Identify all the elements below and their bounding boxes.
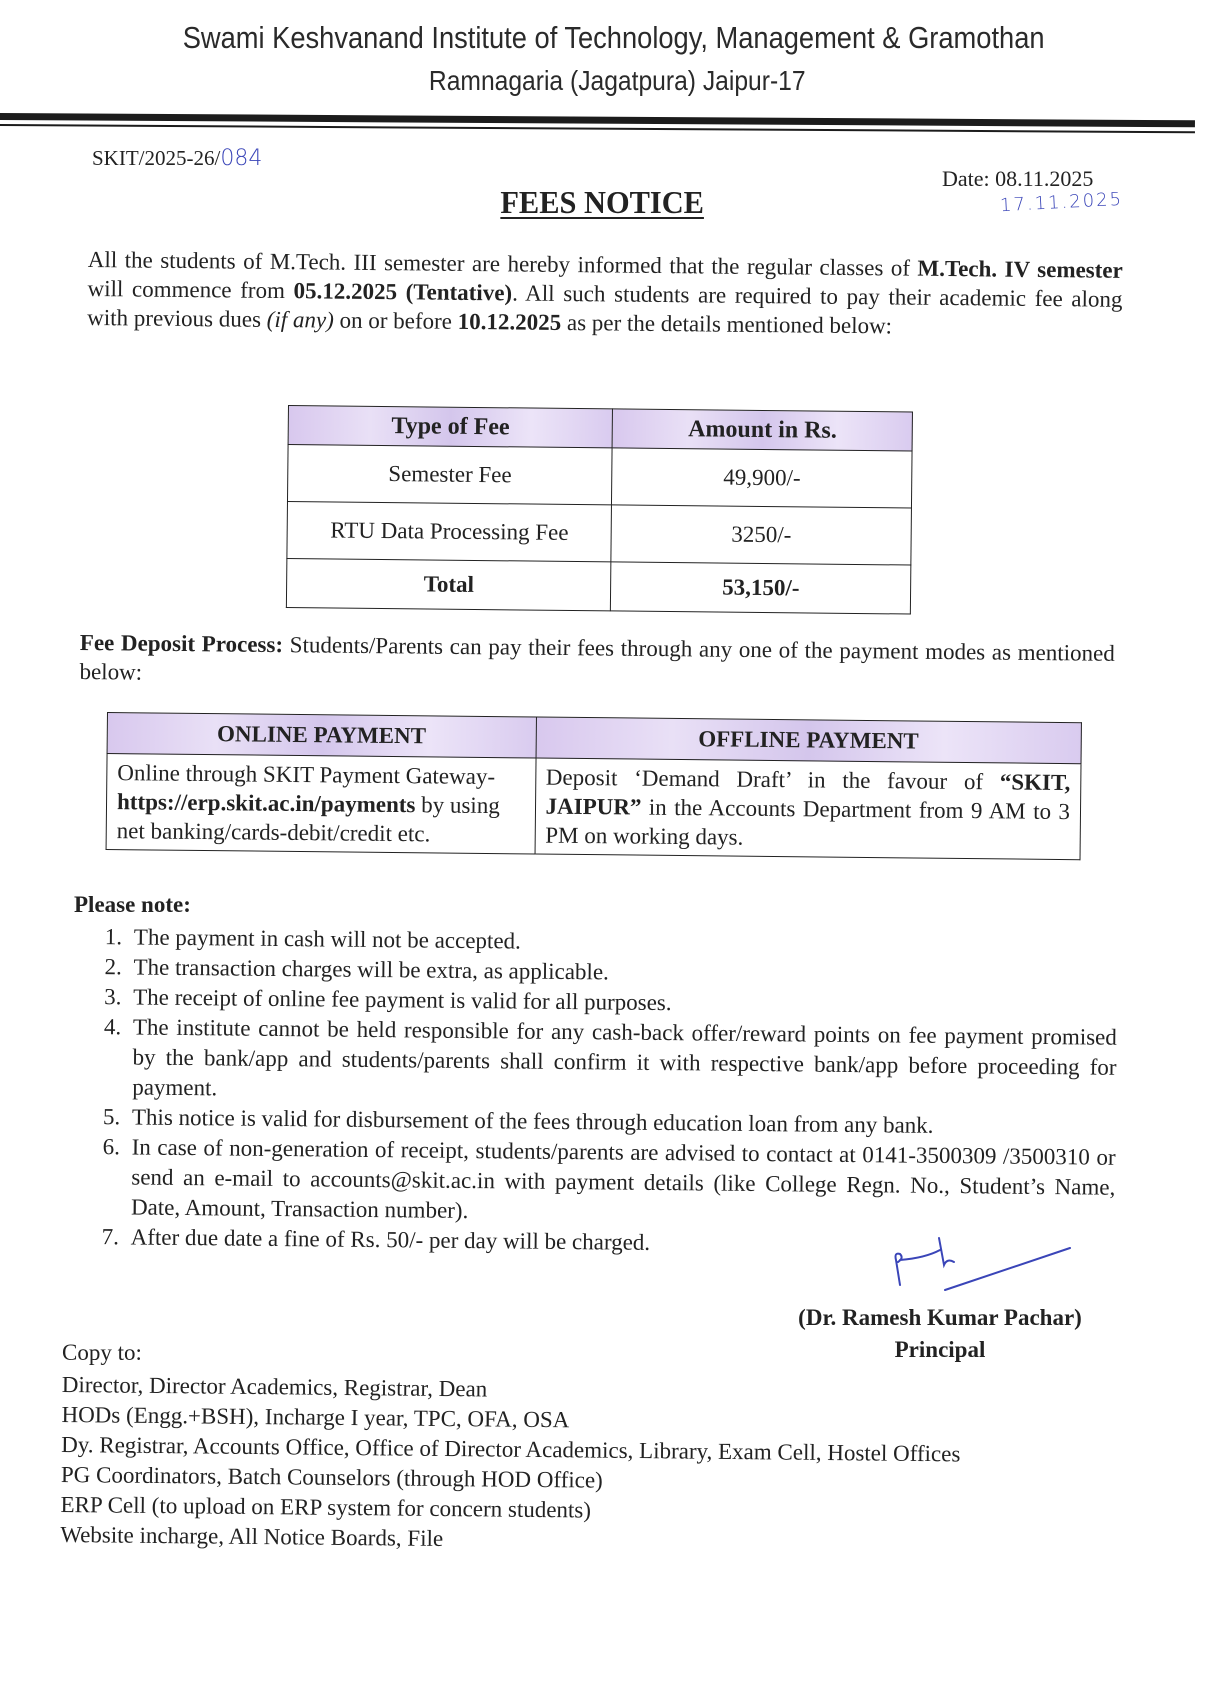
note-item: 2. The transaction charges will be extra, as applicable. [127, 952, 1117, 992]
note-item: 3. The receipt of online fee payment is valid for all purposes. [127, 982, 1117, 1022]
notes-heading: Please note: [74, 892, 191, 917]
intro-paragraph [87, 245, 1123, 343]
note-item: 5. This notice is valid for disbursement of the fees through education loan from any bank. [126, 1102, 1116, 1142]
offline-payment-details [535, 758, 1081, 860]
offline-text: in the Accounts Department from 9 AM to 3 PM on working days. [545, 794, 1071, 850]
note-item: 6. In case of non-generation of receipt, students/parents are advised to contact at 0141-3500309 /3500310 or send an e-mail to accounts@skit.ac.in with payment details (like College Regn. No., Student’s Name, Date, Amount, Transaction number). [125, 1132, 1116, 1232]
signatory-name: (Dr. Ramesh Kumar Pachar) [798, 1305, 1082, 1330]
fee-amount: 3250/- [611, 505, 911, 565]
notice-date: Date: 08.11.2025 [942, 166, 1094, 191]
copy-to-list [60, 1370, 961, 1559]
table-row [106, 754, 1081, 860]
intro-text: on or before [333, 307, 458, 334]
total-row [286, 558, 910, 614]
online-payment-details [106, 754, 536, 854]
total-amount: 53,150/- [611, 562, 911, 614]
offline-text: Deposit ‘Demand Draft’ in the favour of [545, 764, 1000, 795]
signatory-block [770, 1302, 1110, 1366]
note-item: 7. After due date a fine of Rs. 50/- per day will be charged. [125, 1222, 1115, 1262]
institute-name: Swami Keshvanand Institute of Technology, Management & Gramothan [182, 20, 1045, 55]
handwritten-reference-number: 084 [220, 146, 263, 171]
fee-table [286, 405, 913, 615]
deposit-process-text: Students/Parents can pay their fees through any one of the payment modes as mentioned below: [79, 632, 1115, 685]
intro-if-any: (if any) [266, 306, 334, 333]
reference-prefix: SKIT/2025-26/ [92, 146, 221, 170]
table-row [287, 501, 912, 565]
fee-type: RTU Data Processing Fee [287, 501, 612, 561]
intro-due-date: 10.12.2025 [457, 308, 562, 335]
online-text: Online through SKIT Payment Gateway- [117, 760, 496, 790]
intro-text: All the students of M.Tech. III semester are hereby informed that the regular classes of [87, 246, 911, 281]
intro-semester: M.Tech. IV semester [917, 255, 1123, 283]
intro-text: will commence from [87, 275, 294, 304]
signatory-designation: Principal [894, 1337, 986, 1362]
online-payment-header: ONLINE PAYMENT [107, 713, 536, 758]
copy-to-line: HODs (Engg.+BSH), Incharge I year, TPC, OFA, OSA [61, 1401, 570, 1433]
copy-to-line: Dy. Registrar, Accounts Office, Office of Director Academics, Library, Exam Cell, Hostel Offices [61, 1431, 961, 1467]
copy-to-line: Director, Director Academics, Registrar, Dean [61, 1371, 488, 1402]
page-title: FEES NOTICE [500, 184, 704, 220]
online-text: by using net banking/cards-debit/credit etc. [116, 792, 500, 847]
intro-text: . All such students are required to pay their academic fee along with previous dues [87, 280, 1123, 332]
note-item: 4. The institute cannot be held responsible for any cash-back offer/reward points on fee payment promised by the bank/app and students/parents shall confirm it with respective bank/app before proceeding for payment. [126, 1012, 1117, 1112]
copy-to-heading: Copy to: [62, 1340, 142, 1365]
fee-amount: 49,900/- [612, 448, 912, 508]
intro-text: as per the details mentioned below: [561, 309, 893, 339]
table-row [287, 445, 912, 509]
deposit-process-label: Fee Deposit Process: [79, 629, 284, 658]
copy-to-line: ERP Cell (to upload on ERP system for concern students) [60, 1491, 592, 1523]
payee-name: “SKIT, JAIPUR” [545, 769, 1071, 820]
institute-address: Ramnagaria (Jagatpura) Jaipur-17 [428, 65, 806, 96]
handwritten-date: 17.11.2025 [999, 188, 1124, 217]
copy-to-line: PG Coordinators, Batch Counselors (through HOD Office) [60, 1461, 603, 1493]
fee-type: Semester Fee [287, 445, 612, 505]
reference-number [92, 146, 262, 171]
offline-payment-header: OFFLINE PAYMENT [536, 717, 1082, 764]
fee-table-header-type: Type of Fee [288, 406, 613, 448]
deposit-process [79, 628, 1115, 697]
signature [890, 1230, 1090, 1300]
fee-table-header-amount: Amount in Rs. [613, 409, 913, 451]
total-label: Total [286, 558, 611, 610]
copy-to-line: Website incharge, All Notice Boards, File [60, 1521, 444, 1551]
notes-list [85, 922, 1118, 1263]
payment-table [106, 712, 1082, 860]
note-item: 1. The payment in cash will not be accepted. [128, 922, 1118, 962]
intro-commence-date: 05.12.2025 (Tentative) [293, 278, 513, 306]
payment-url-link[interactable]: https://erp.skit.ac.in/payments [116, 789, 416, 818]
